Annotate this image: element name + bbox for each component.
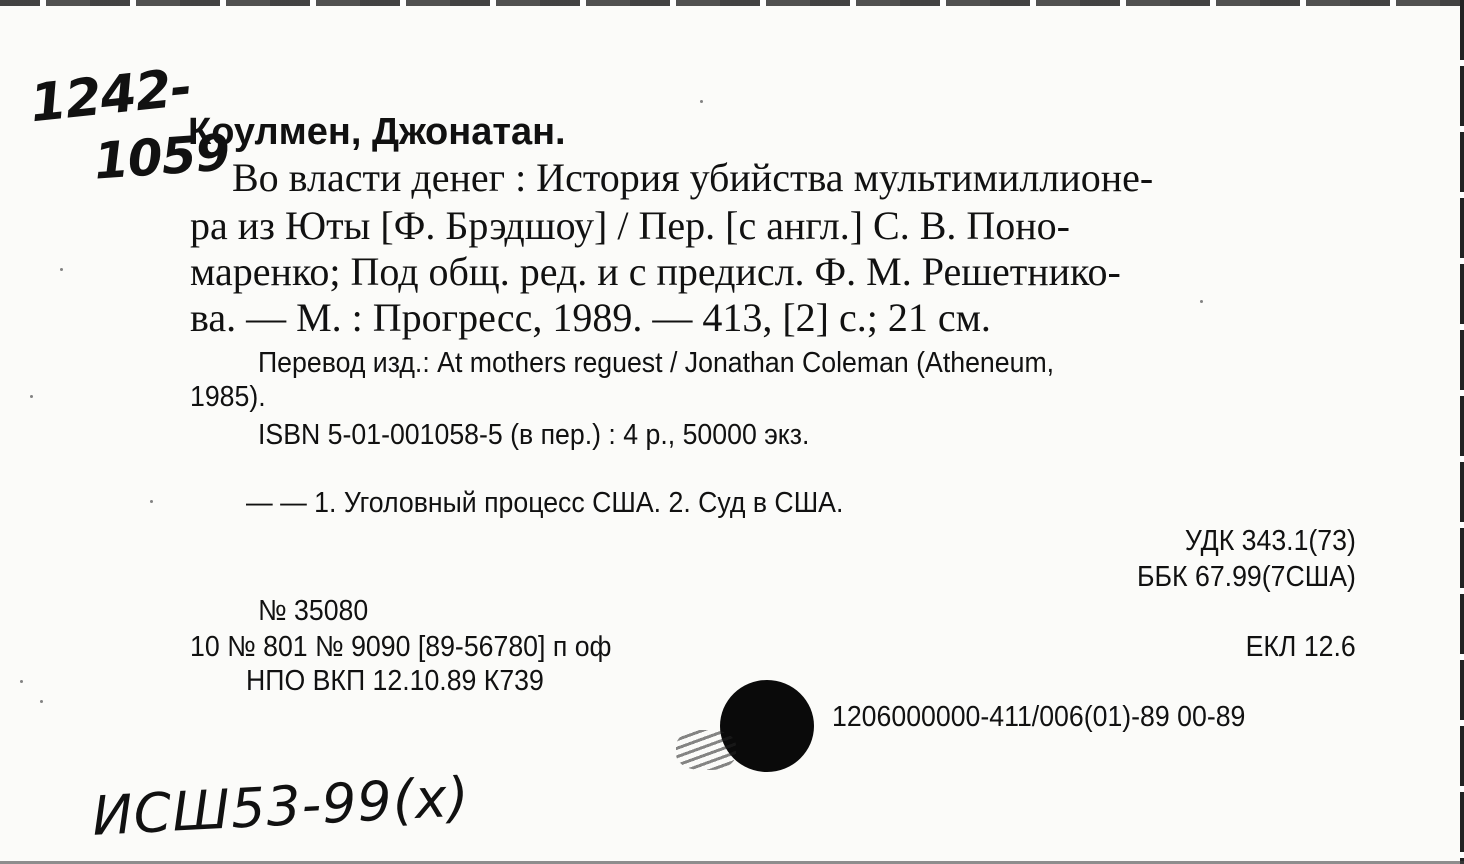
handwritten-shelfmark-bottom: ИСШ53-99(х): [90, 765, 472, 848]
card-number: № 35080: [258, 595, 369, 627]
printer-line: НПО ВКП 12.10.89 К739: [246, 665, 544, 697]
handwritten-shelfmark-top-second: 1059: [92, 123, 232, 191]
isbn-line: ISBN 5-01-001058-5 (в пер.) : 4 р., 50000 экз.: [258, 419, 810, 451]
publisher-code: 1206000000-411/006(01)-89 00-89: [832, 701, 1246, 733]
speck: [60, 268, 63, 271]
author-heading: Коулмен, Джонатан.: [188, 111, 566, 153]
bbk-classification: ББК 67.99(7США): [1137, 561, 1356, 593]
translation-note-line: 1985).: [190, 381, 266, 413]
speck: [1200, 300, 1203, 303]
handwritten-shelfmark-top: 1242-: [27, 57, 195, 135]
udk-classification: УДК 343.1(73): [1185, 525, 1356, 557]
card-right-edge: [1460, 0, 1464, 864]
ekl-code: ЕКЛ 12.6: [1245, 631, 1356, 663]
description-line: Во власти денег : История убийства мультимиллионе-: [232, 155, 1154, 200]
description-line: ра из Юты [Ф. Брэдшоу] / Пер. [с англ.] С. В. Поно-: [190, 203, 1070, 248]
speck: [30, 395, 33, 398]
speck: [40, 700, 43, 703]
description-line: ва. — М. : Прогресс, 1989. — 413, [2] с.; 21 см.: [190, 295, 991, 340]
speck: [20, 680, 23, 683]
description-line: маренко; Под общ. ред. и с предисл. Ф. М. Решетнико-: [190, 249, 1121, 294]
card-top-edge: [0, 0, 1464, 6]
translation-note-line: Перевод изд.: At mothers reguest / Jonathan Coleman (Atheneum,: [258, 347, 1055, 379]
speck: [150, 500, 153, 503]
ink-smear: [676, 730, 736, 770]
speck: [700, 100, 703, 103]
subject-headings: — — 1. Уголовный процесс США. 2. Суд в США.: [246, 487, 844, 519]
print-order-line: 10 № 801 № 9090 [89-56780] п оф: [190, 631, 612, 663]
